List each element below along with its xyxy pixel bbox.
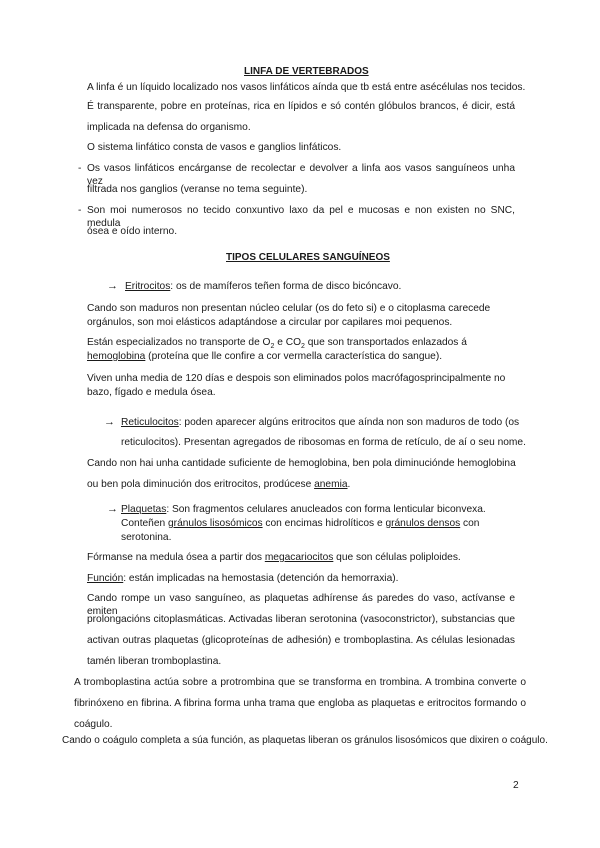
- text-span: con: [460, 518, 480, 529]
- arrow-right-icon: →: [107, 280, 118, 292]
- text-span: (proteína que lle confire a cor vermella característica do sangue).: [145, 351, 443, 362]
- paragraph-line: O sistema linfático consta de vasos e ganglios linfáticos.: [87, 142, 342, 153]
- list-item-line: ósea e oído interno.: [87, 226, 178, 237]
- bullet-dash: -: [78, 163, 82, 174]
- paragraph-line: A linfa é un líquido localizado nos vasos linfáticos aínda que tb está entre asécélulas nos tecidos.: [87, 82, 526, 93]
- term-plaquetas: Plaquetas: [121, 504, 167, 515]
- section-title-tipos: TIPOS CELULARES SANGUÍNEOS: [226, 252, 390, 263]
- plaquetas-desc: : Son fragmentos celulares anucleados con forma lenticular biconvexa.: [166, 504, 486, 515]
- text-span: e CO: [274, 337, 302, 348]
- paragraph-line: Cando o coágulo completa a súa función, as plaquetas liberan os gránulos lisosómicos que dixiren o coágulo.: [62, 735, 548, 746]
- paragraph-line: Cando son maduros non presentan núcleo celular (os do feto si) e o citoplasma carecede: [87, 303, 491, 314]
- text-span: : están implicadas na hemostasia (detención da hemorraxia).: [123, 573, 399, 584]
- paragraph-line: [87, 551, 461, 564]
- paragraph-line: [87, 478, 350, 491]
- term-funcion: Función: [87, 573, 124, 584]
- text-span: Están especializados no transporte de O: [87, 337, 271, 348]
- paragraph-line: A tromboplastina actúa sobre a protrombina que se transforma en trombina. A trombina converte o: [74, 677, 526, 688]
- list-item-line: Os vasos linfáticos encárganse de recolectar e devolver a linfa aos vasos sanguíneos unha vez: [87, 163, 515, 187]
- text-span: que son células poliploides.: [333, 552, 461, 563]
- eritrocitos-desc: : os de mamíferos teñen forma de disco bicóncavo.: [170, 281, 402, 292]
- paragraph-line: [87, 336, 515, 349]
- reticulocitos-heading: [121, 416, 519, 429]
- text-span: con encimas hidrolíticos e: [262, 518, 386, 529]
- paragraph-line: [87, 572, 398, 585]
- list-item-line: filtrada nos ganglios (veranse no tema seguinte).: [87, 184, 308, 195]
- section-title-linfa: LINFA DE VERTEBRADOS: [244, 66, 369, 77]
- paragraph-line: É transparente, pobre en proteínas, rica en lípidos e só contén glóbulos brancos, é dicir, está: [87, 101, 515, 112]
- paragraph-line: bazo, fígado e medula ósea.: [87, 387, 216, 398]
- arrow-right-icon: →: [107, 503, 118, 515]
- term-hemoglobina: hemoglobina: [87, 351, 146, 362]
- paragraph-line: orgánulos, son moi elásticos adaptándose a circular por capilares moi pequenos.: [87, 317, 453, 328]
- paragraph-line: [121, 517, 479, 530]
- paragraph-line: fibrinóxeno en fibrina. A fibrina forma unha trama que engloba as plaquetas e eritrocitos formando o: [74, 698, 526, 709]
- term-anemia: anemia: [314, 479, 348, 490]
- paragraph-line: prolongacións citoplasmáticas. Activadas liberan serotonina (vasoconstrictor), substancias que: [87, 614, 515, 625]
- paragraph-line: tamén liberan tromboplastina.: [87, 656, 222, 667]
- term-reticulocitos: Reticulocitos: [121, 417, 179, 428]
- list-item-line: Son moi numerosos no tecido conxuntivo laxo da pel e mucosas e non existen no SNC, medula: [87, 205, 515, 229]
- paragraph-line: Cando rompe un vaso sanguíneo, as plaquetas adhírense ás paredes do vaso, actívanse e emiten: [87, 593, 515, 617]
- arrow-right-icon: →: [104, 416, 115, 428]
- term-granulos-lisosomicos: gránulos lisosómicos: [168, 518, 263, 529]
- text-span: que son transportados enlazados á: [304, 337, 467, 348]
- reticulocitos-desc: : poden aparecer algúns eritrocitos que aínda non son maduros de todo (os: [178, 417, 520, 428]
- text-span: .: [347, 479, 351, 490]
- subscript: 2: [270, 343, 275, 351]
- plaquetas-heading: [121, 503, 486, 516]
- paragraph-line: Cando non hai unha cantidade suficiente de hemoglobina, ben pola diminuciónde hemoglobina: [87, 458, 516, 469]
- paragraph-line: coágulo.: [74, 719, 113, 730]
- term-granulos-densos: gránulos densos: [385, 518, 461, 529]
- paragraph-line: [87, 350, 442, 363]
- text-span: ou ben pola diminución dos eritrocitos, prodúcese: [87, 479, 315, 490]
- eritrocitos-heading: [125, 280, 401, 293]
- paragraph-line: Viven unha media de 120 días e despois son eliminados polos macrófagosprincipalmente no: [87, 373, 506, 384]
- term-eritrocitos: Eritrocitos: [125, 281, 171, 292]
- text-span: Fórmanse na medula ósea a partir dos: [87, 552, 265, 563]
- paragraph-line: implicada na defensa do organismo.: [87, 122, 251, 133]
- text-span: Conteñen: [121, 518, 169, 529]
- paragraph-line: reticulocitos). Presentan agregados de ribosomas en forma de retículo, de aí o seu nome.: [121, 437, 526, 448]
- subscript: 2: [301, 343, 305, 351]
- term-megacariocitos: megacariocitos: [264, 552, 334, 563]
- paragraph-line: serotonina.: [121, 532, 172, 543]
- paragraph-line: activan outras plaquetas (glicoproteínas de adhesión) e tromboplastina. As células lesionadas: [87, 635, 515, 646]
- page-number: 2: [513, 780, 519, 791]
- bullet-dash: -: [78, 205, 82, 216]
